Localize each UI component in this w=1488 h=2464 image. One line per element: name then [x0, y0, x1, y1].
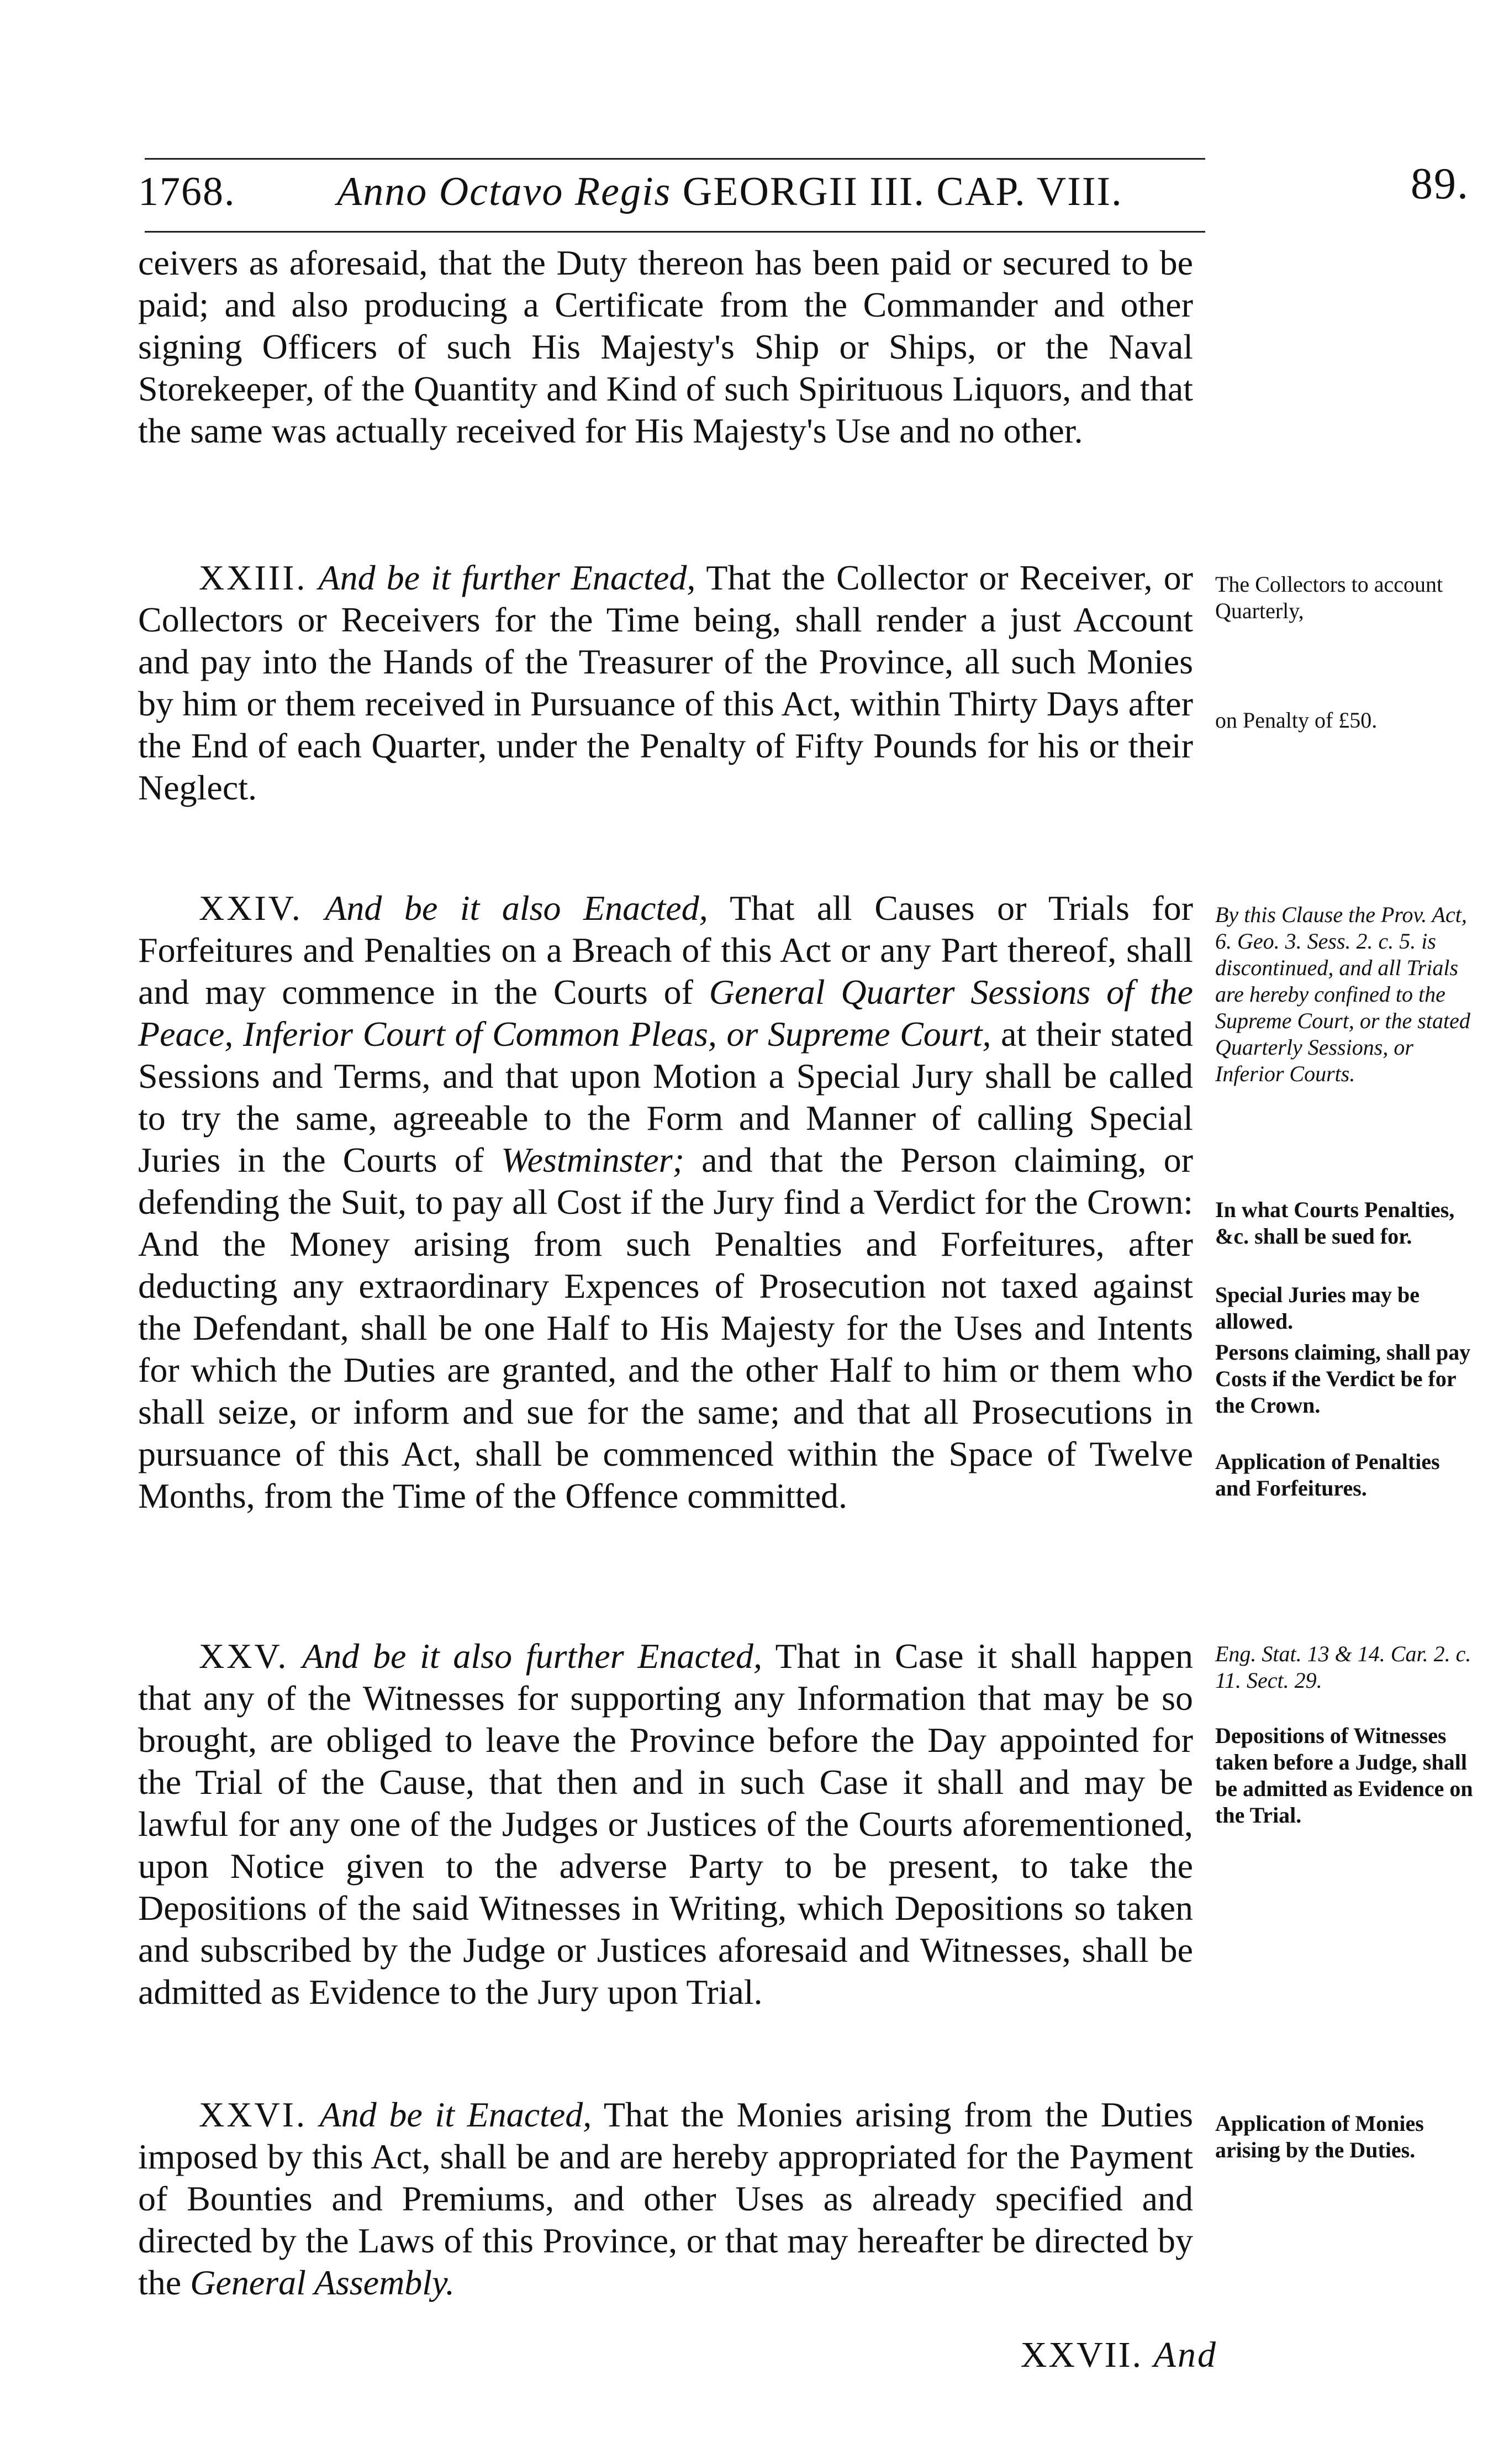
section-26-assembly: General Assembly. [190, 2263, 455, 2302]
section-26 [138, 2094, 1193, 2304]
section-23-text: That the Collector or Receiver, or Collectors or Receivers for the Time being, shall render a just Account and pay into the Hands of the Treasurer of the Province, all such Monies by him or them received in Pursuance of this Act, within Thirty Days after the End of each Quarter, under the Penalty of Fifty Pounds for his or their Neglect. [138, 558, 1194, 807]
catchword [1021, 2334, 1217, 2376]
top-rule [145, 158, 1205, 160]
margin-note-penalty: on Penalty of £50. [1215, 708, 1378, 733]
header-rule [145, 231, 1205, 233]
section-24-westminster: Westminster; [501, 1140, 684, 1180]
section-26-numeral: XXVI. [199, 2095, 307, 2134]
section-24-text-1: That all Causes or Trials for Forfeitures and Penalties on a Breach of this Act or any Part thereof, shall and may commence in the Courts of [138, 888, 1194, 1012]
section-23-numeral: XXIII. [199, 558, 308, 597]
margin-note-costs: Persons claiming, shall pay Costs if the Verdict be for the Crown. [1215, 1340, 1471, 1418]
header-title [337, 161, 1123, 222]
margin-note-eng-stat: Eng. Stat. 13 & 14. Car. 2. c. 11. Sect. 29. [1215, 1641, 1471, 1693]
margin-note-juries: Special Juries may be allowed. [1215, 1282, 1420, 1334]
section-26-text: That the Monies arising from the Duties imposed by this Act, shall be and are hereby appropriated for the Payment of Bounties and Premiums, and other Uses as already specified and directed by the Laws of this Province, or that may hereafter be directed by the [138, 2095, 1194, 2302]
margin-note-clause: By this Clause the Prov. Act, 6. Geo. 3. Sess. 2. c. 5. is discontinued, and all Trials are hereby confined to the Supreme Court, or the stated Quarterly Sessions, or Inferior Courts. [1215, 902, 1470, 1086]
margin-note-depositions: Depositions of Witnesses taken before a Judge, shall be admitted as Evidence on the Trial. [1215, 1723, 1473, 1828]
header-year: 1768. [138, 169, 236, 214]
section-24-text-2: at their stated Sessions and Terms, and that upon Motion a Special Jury shall be called to try the same, agreeable to the Form and Manner of calling Special Juries in the Courts of [138, 1014, 1193, 1180]
section-25-text: That in Case it shall happen that any of the Witnesses for supporting any Information that may be so brought, are obliged to leave the Province before the Day appointed for the Trial of the Cause, that then and in such Case it shall and may be lawful for any one of the Judges or Justices of the Courts aforementioned, upon Notice given to the adverse Party to be present, to take the Depositions of the said Witnesses in Writing, which Depositions so taken and subscribed by the Judge or Justices aforesaid and Witnesses, shall be admitted as Evidence to the Jury upon Trial. [138, 1636, 1193, 2012]
section-24 [138, 887, 1193, 1517]
margin-note-courts: In what Courts Penalties, &c. shall be sued for. [1215, 1197, 1455, 1249]
page-number: 89. [1411, 160, 1469, 208]
section-26-enacting: And be it Enacted, [319, 2095, 592, 2134]
section-24-text-3: and that the Person claiming, or defending the Suit, to pay all Cost if the Jury find a Verdict for the Crown: And the Money arising from such Penalties and Forfeitures, after deducting any extraordinary Expences of Prosecution not taxed against the Defendant, shall be one Half to His Majesty for the Uses and Intents for which the Duties are granted, and the other Half to him or them who shall seize, or inform and sue for the same; and that all Prosecutions in pursuance of this Act, shall be commenced within the Space of Twelve Months, from the Time of the Offence committed. [138, 1140, 1194, 1515]
section-24-enacting: And be it also Enacted, [325, 888, 708, 928]
section-24-numeral: XXIV. [199, 888, 303, 928]
section-25 [138, 1635, 1193, 2013]
margin-note-collectors: The Collectors to account Quarterly, [1215, 572, 1443, 623]
header-title-italic: Anno Octavo Regis [337, 169, 672, 214]
continuation-text: ceivers as aforesaid, that the Duty thereon has been paid or secured to be paid; and also producing a Certificate from the Commander and other signing Officers of such His Majesty's Ship or Ships, or the Naval Storekeeper, of the Quantity and Kind of such Spirituous Liquors, and that the same was actually received for His Majesty's Use and no other. [138, 243, 1193, 450]
section-23-enacting: And be it further Enacted, [318, 558, 696, 597]
header-title-rest: GEORGII III. CAP. VIII. [682, 169, 1123, 214]
section-24-courts: General Quarter Sessions of the Peace, Inferior Court of Common Pleas, or Supreme Court, [138, 972, 1194, 1054]
continuation-paragraph [138, 242, 1193, 452]
margin-note-application-penalties: Application of Penalties and Forfeitures. [1215, 1449, 1440, 1500]
catchword-numeral: XXVII. [1020, 2335, 1143, 2375]
running-head [138, 161, 1469, 228]
section-23 [138, 557, 1193, 809]
catchword-word: And [1153, 2335, 1217, 2375]
section-25-enacting: And be it also further Enacted, [302, 1636, 763, 1676]
section-25-numeral: XXV. [199, 1636, 289, 1676]
margin-note-application-monies: Application of Monies arising by the Duties. [1215, 2111, 1424, 2162]
